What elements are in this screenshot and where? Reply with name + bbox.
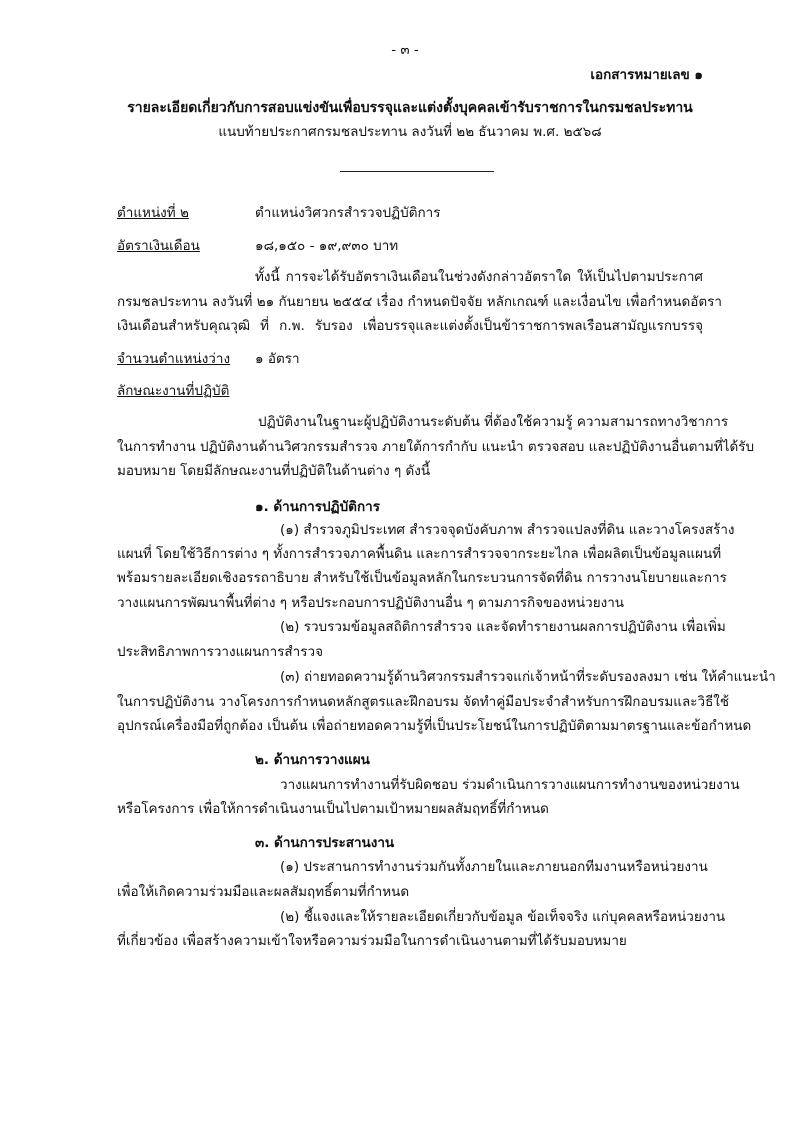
text-line: (๑) ประสานการทำงานร่วมกันทั้งภายในและภายนอกทีมงานหรือหน่วยงาน <box>280 859 708 875</box>
text-line: ในการปฏิบัติงาน วางโครงการกำหนดหลักสูตรและฝึกอบรม จัดทำคู่มือประจำสำหรับการฝึกอบรมและวิธีใช้ <box>117 694 730 710</box>
text-line: ที่เกี่ยวข้อง เพื่อสร้างความเข้าใจหรือความร่วมมือในการดำเนินงานตามที่ได้รับมอบหมาย <box>117 933 627 949</box>
text-line: เงินเดือนสำหรับคุณวุฒิ ที่ ก.พ. รับรอง เพื่อบรรจุและแต่งตั้งเป็นข้าราชการพลเรือนสามัญแรกบรรจุ <box>117 318 703 334</box>
text-line: (๒) รวบรวมข้อมูลสถิติการสำรวจ และจัดทำรายงานผลการปฏิบัติงาน เพื่อเพิ่ม <box>280 619 726 635</box>
title-divider <box>340 171 494 172</box>
page-number: - ๓ - <box>391 42 419 58</box>
duties-label: ลักษณะงานที่ปฏิบัติ <box>117 383 230 399</box>
vacancies-value: ๑ อัตรา <box>255 351 300 367</box>
text-line: พร้อมรายละเอียดเชิงอรรถาธิบาย สำหรับใช้เป็นข้อมูลหลักในกระบวนการจัดที่ดิน การวางนโยบายและการ <box>117 570 727 586</box>
text-line: แผนที่ โดยใช้วิธีการต่าง ๆ ทั้งการสำรวจภาคพื้นดิน และการสำรวจจากระยะไกล เพื่อผลิตเป็นข้อมูลแผนที่ <box>117 546 722 562</box>
text-line: ประสิทธิภาพการวางแผนการสำรวจ <box>117 644 323 660</box>
section-heading: ๑. ด้านการปฏิบัติการ <box>255 499 380 515</box>
text-line: กรมชลประทาน ลงวันที่ ๒๑ กันยายน ๒๕๕๔ เรื่อง กำหนดปัจจัย หลักเกณฑ์ และเงื่อนไข เพื่อกำหนดอัตรา <box>117 294 722 310</box>
text-line: ทั้งนี้ การจะได้รับอัตราเงินเดือนในช่วงดังกล่าวอัตราใด ให้เป็นไปตามประกาศ <box>255 269 703 285</box>
text-line: ปฏิบัติงานในฐานะผู้ปฏิบัติงานระดับต้น ที่ต้องใช้ความรู้ ความสามารถทางวิชาการ <box>258 414 729 430</box>
section-heading: ๓. ด้านการประสานงาน <box>255 835 395 851</box>
text-line: (๓) ถ่ายทอดความรู้ด้านวิศวกรรมสำรวจแก่เจ้าหน้าที่ระดับรองลงมา เช่น ให้คำแนะนำ <box>280 669 776 685</box>
text-line: มอบหมาย โดยมีลักษณะงานที่ปฏิบัติในด้านต่าง ๆ ดังนี้ <box>117 463 431 479</box>
salary-value: ๑๘,๑๕๐ - ๑๙,๙๓๐ บาท <box>255 238 399 254</box>
position-value: ตำแหน่งวิศวกรสำรวจปฏิบัติการ <box>255 205 441 221</box>
title-line-2: แนบท้ายประกาศกรมชลประทาน ลงวันที่ ๒๒ ธันวาคม พ.ศ. ๒๕๖๘ <box>218 124 602 140</box>
salary-label: อัตราเงินเดือน <box>117 238 200 254</box>
text-line: เพื่อให้เกิดความร่วมมือและผลสัมฤทธิ์ตามที่กำหนด <box>117 884 410 900</box>
position-label: ตำแหน่งที่ ๒ <box>117 205 189 221</box>
section-heading: ๒. ด้านการวางแผน <box>255 752 370 768</box>
text-line: (๒) ชี้แจงและให้รายละเอียดเกี่ยวกับข้อมูล ข้อเท็จจริง แก่บุคคลหรือหน่วยงาน <box>280 909 726 925</box>
vacancies-label: จำนวนตำแหน่งว่าง <box>117 351 231 367</box>
text-line: ในการทำงาน ปฏิบัติงานด้านวิศวกรรมสำรวจ ภายใต้การกำกับ แนะนำ ตรวจสอบ และปฏิบัติงานอื่นตามที่ได้รับ <box>117 439 755 455</box>
title-line-1: รายละเอียดเกี่ยวกับการสอบแข่งขันเพื่อบรรจุและแต่งตั้งบุคคลเข้ารับราชการในกรมชลประทาน <box>127 100 693 116</box>
text-line: อุปกรณ์เครื่องมือที่ถูกต้อง เป็นต้น เพื่อถ่ายทอดความรู้ที่เป็นประโยชน์ในการปฏิบัติตามมาตรฐานและข้อกำหนด <box>117 718 752 734</box>
text-line: วางแผนการทำงานที่รับผิดชอบ ร่วมดำเนินการวางแผนการทำงานของหน่วยงาน <box>280 777 740 793</box>
text-line: หรือโครงการ เพื่อให้การดำเนินงานเป็นไปตามเป้าหมายผลสัมฤทธิ์ที่กำหนด <box>117 801 549 817</box>
document-label: เอกสารหมายเลข ๑ <box>590 67 703 83</box>
text-line: (๑) สำรวจภูมิประเทศ สำรวจจุดบังคับภาพ สำรวจแปลงที่ดิน และวางโครงสร้าง <box>280 522 735 538</box>
text-line: วางแผนการพัฒนาพื้นที่ต่าง ๆ หรือประกอบการปฏิบัติงานอื่น ๆ ตามภารกิจของหน่วยงาน <box>117 595 625 611</box>
